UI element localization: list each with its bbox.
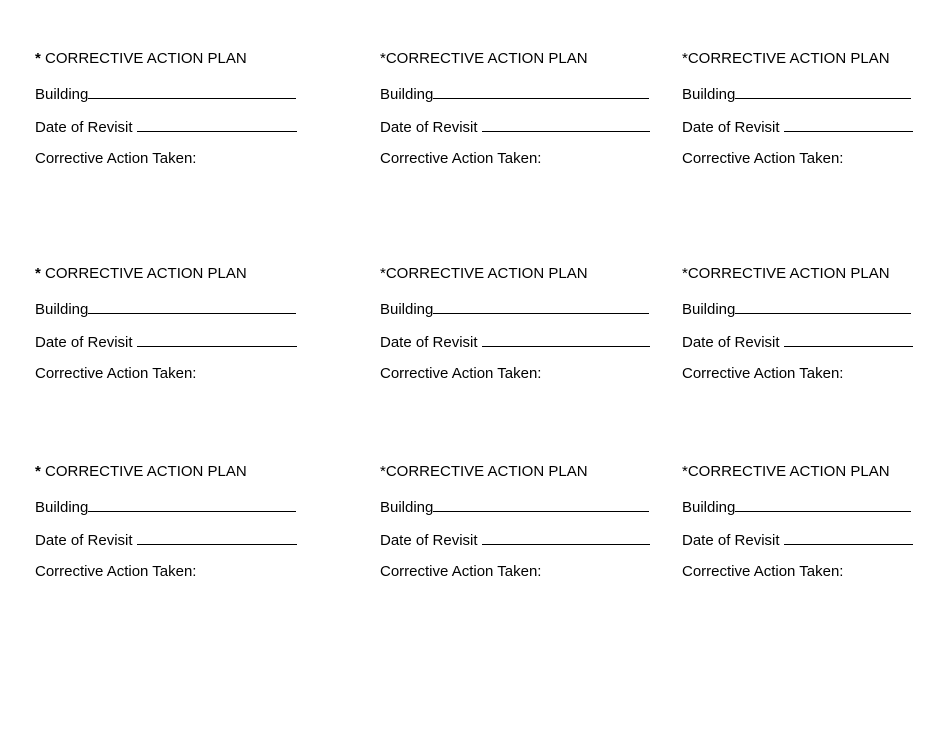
date-row bbox=[35, 332, 297, 352]
building-label: Building bbox=[380, 86, 434, 103]
date-of-revisit-field[interactable] bbox=[137, 117, 297, 132]
building-row bbox=[35, 299, 296, 319]
date-of-revisit-field[interactable] bbox=[137, 530, 297, 545]
building-field[interactable] bbox=[735, 84, 911, 99]
card-title: *CORRECTIVE ACTION PLAN bbox=[380, 265, 588, 282]
building-field[interactable] bbox=[433, 497, 649, 512]
card-title-text: CORRECTIVE ACTION PLAN bbox=[40, 463, 247, 480]
date-row bbox=[682, 332, 913, 352]
card-title: *CORRECTIVE ACTION PLAN bbox=[682, 265, 890, 282]
card-title-text: CORRECTIVE ACTION PLAN bbox=[40, 265, 247, 282]
building-label: Building bbox=[682, 301, 736, 318]
date-of-revisit-field[interactable] bbox=[482, 117, 650, 132]
building-row bbox=[380, 497, 649, 517]
corrective-action-taken-label: Corrective Action Taken: bbox=[35, 150, 197, 167]
date-of-revisit-field[interactable] bbox=[482, 530, 650, 545]
building-label: Building bbox=[380, 499, 434, 516]
card-title bbox=[35, 50, 247, 68]
corrective-action-taken-label: Corrective Action Taken: bbox=[35, 563, 197, 580]
date-row bbox=[380, 530, 650, 550]
building-field[interactable] bbox=[433, 299, 649, 314]
card-title: *CORRECTIVE ACTION PLAN bbox=[380, 463, 588, 480]
card-title: *CORRECTIVE ACTION PLAN bbox=[682, 50, 890, 67]
building-row bbox=[682, 497, 911, 517]
building-field[interactable] bbox=[88, 299, 296, 314]
date-of-revisit-field[interactable] bbox=[784, 332, 913, 347]
date-of-revisit-label: Date of Revisit bbox=[380, 334, 478, 351]
building-row bbox=[682, 84, 911, 104]
corrective-action-taken-label: Corrective Action Taken: bbox=[682, 563, 844, 580]
date-of-revisit-label: Date of Revisit bbox=[35, 119, 133, 136]
corrective-action-taken-label: Corrective Action Taken: bbox=[380, 563, 542, 580]
date-row bbox=[35, 530, 297, 550]
building-label: Building bbox=[682, 499, 736, 516]
corrective-action-taken-label: Corrective Action Taken: bbox=[380, 365, 542, 382]
building-row bbox=[35, 84, 296, 104]
card-title bbox=[35, 463, 247, 481]
building-field[interactable] bbox=[735, 497, 911, 512]
card-title-text: CORRECTIVE ACTION PLAN bbox=[40, 50, 247, 67]
card-title: *CORRECTIVE ACTION PLAN bbox=[682, 463, 890, 480]
building-label: Building bbox=[35, 301, 89, 318]
date-row bbox=[35, 117, 297, 137]
corrective-action-taken-label: Corrective Action Taken: bbox=[380, 150, 542, 167]
date-of-revisit-field[interactable] bbox=[482, 332, 650, 347]
date-of-revisit-field[interactable] bbox=[137, 332, 297, 347]
corrective-action-taken-label: Corrective Action Taken: bbox=[682, 150, 844, 167]
building-label: Building bbox=[682, 86, 736, 103]
date-row bbox=[682, 530, 913, 550]
building-label: Building bbox=[380, 301, 434, 318]
corrective-action-taken-label: Corrective Action Taken: bbox=[682, 365, 844, 382]
date-of-revisit-label: Date of Revisit bbox=[380, 119, 478, 136]
building-label: Building bbox=[35, 86, 89, 103]
building-field[interactable] bbox=[88, 84, 296, 99]
date-of-revisit-label: Date of Revisit bbox=[35, 532, 133, 549]
building-field[interactable] bbox=[88, 497, 296, 512]
card-title bbox=[35, 265, 247, 283]
date-of-revisit-label: Date of Revisit bbox=[682, 334, 780, 351]
building-label: Building bbox=[35, 499, 89, 516]
date-row bbox=[682, 117, 913, 137]
building-field[interactable] bbox=[433, 84, 649, 99]
building-row bbox=[380, 84, 649, 104]
date-row bbox=[380, 117, 650, 137]
asterisk-mark: * bbox=[35, 50, 41, 67]
date-of-revisit-field[interactable] bbox=[784, 117, 913, 132]
building-row bbox=[682, 299, 911, 319]
asterisk-mark: * bbox=[35, 265, 41, 282]
date-of-revisit-label: Date of Revisit bbox=[380, 532, 478, 549]
date-row bbox=[380, 332, 650, 352]
date-of-revisit-field[interactable] bbox=[784, 530, 913, 545]
date-of-revisit-label: Date of Revisit bbox=[35, 334, 133, 351]
asterisk-mark: * bbox=[35, 463, 41, 480]
date-of-revisit-label: Date of Revisit bbox=[682, 119, 780, 136]
corrective-action-taken-label: Corrective Action Taken: bbox=[35, 365, 197, 382]
building-field[interactable] bbox=[735, 299, 911, 314]
date-of-revisit-label: Date of Revisit bbox=[682, 532, 780, 549]
card-title: *CORRECTIVE ACTION PLAN bbox=[380, 50, 588, 67]
building-row bbox=[380, 299, 649, 319]
building-row bbox=[35, 497, 296, 517]
